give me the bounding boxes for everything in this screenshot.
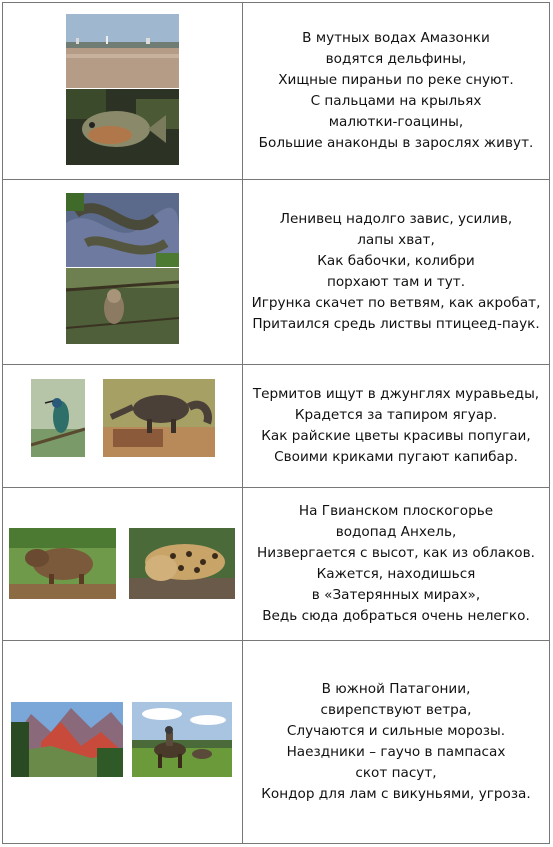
poem-line: В мутных водах Амазонки (302, 30, 490, 46)
poem-text (257, 501, 535, 627)
gaucho-photo (132, 702, 232, 777)
table-row (3, 365, 549, 488)
poem-line: Низвергается с высот, как из облаков. (257, 545, 535, 561)
poem-line: Игрунка скачет по ветвям, как акробат, (251, 295, 541, 311)
poem-line: В южной Патагонии, (321, 681, 471, 697)
capybara-photo (9, 528, 116, 599)
jaguar-photo (129, 528, 235, 599)
poem-line: водопад Анхель, (335, 524, 457, 540)
poem-line: малютки-гоацины, (328, 114, 464, 130)
table-row (3, 641, 549, 843)
poem-line: Случаются и сильные морозы. (286, 723, 506, 739)
poem-line: Кондор для лам с викуньями, угроза. (261, 786, 531, 802)
table-row (3, 180, 549, 365)
poem-text (261, 679, 530, 805)
poem-line: свирепствуют ветра, (320, 702, 472, 718)
poem-line: Термитов ищут в джунглях муравьеды, (252, 386, 540, 402)
photo-cell (3, 488, 242, 640)
poem-line: Своими криками пугают капибар. (274, 449, 518, 465)
poem-line: в «Затерянных мирах», (311, 587, 481, 603)
poem-cell (243, 3, 549, 179)
poem-cell (243, 488, 549, 640)
anteater-photo (103, 379, 215, 457)
hummingbird-photo (31, 379, 85, 457)
patagonia-mountains-photo (11, 702, 123, 777)
poem-line: Как райские цветы красивы попугаи, (261, 428, 531, 444)
amazon-river-photo (66, 14, 179, 88)
sloth-photo (66, 268, 179, 344)
poem-line: С пальцами на крыльях (310, 93, 482, 109)
poem-line: Ведь сюда добраться очень нелегко. (262, 608, 530, 624)
poem-line: водятся дельфины, (325, 51, 467, 67)
piranha-photo (66, 89, 179, 165)
anaconda-photo (66, 193, 179, 267)
poem-cell (243, 641, 549, 843)
poem-line: Крадется за тапиром ягуар. (294, 407, 498, 423)
poem-line: На Гвианском плоскогорье (298, 503, 494, 519)
photo-cell (3, 641, 242, 843)
photo-cell (3, 180, 242, 364)
table-row (3, 3, 549, 180)
poem-line: Притаился средь листвы птицеед-паук. (252, 316, 540, 332)
poem-line: Кажется, находишься (316, 566, 476, 582)
photo-cell (3, 365, 242, 487)
photo-cell (3, 3, 242, 179)
poem-line: скот пасут, (355, 765, 437, 781)
poem-line: Ленивец надолго завис, усилив, (279, 211, 513, 227)
poem-cell (243, 180, 549, 364)
table-row (3, 488, 549, 641)
poem-line: лапы хват, (357, 232, 435, 248)
poem-table (2, 2, 550, 844)
poem-text (252, 209, 541, 335)
poem-line: Как бабочки, колибри (317, 253, 475, 269)
poem-line: Хищные пираньи по реке снуют. (278, 72, 514, 88)
poem-text (253, 384, 539, 468)
poem-line: порхают там и тут. (326, 274, 466, 290)
poem-cell (243, 365, 549, 487)
poem-text (259, 28, 534, 154)
poem-line: Большие анаконды в зарослях живут. (258, 135, 534, 151)
poem-line: Наездники – гаучо в пампасах (286, 744, 506, 760)
